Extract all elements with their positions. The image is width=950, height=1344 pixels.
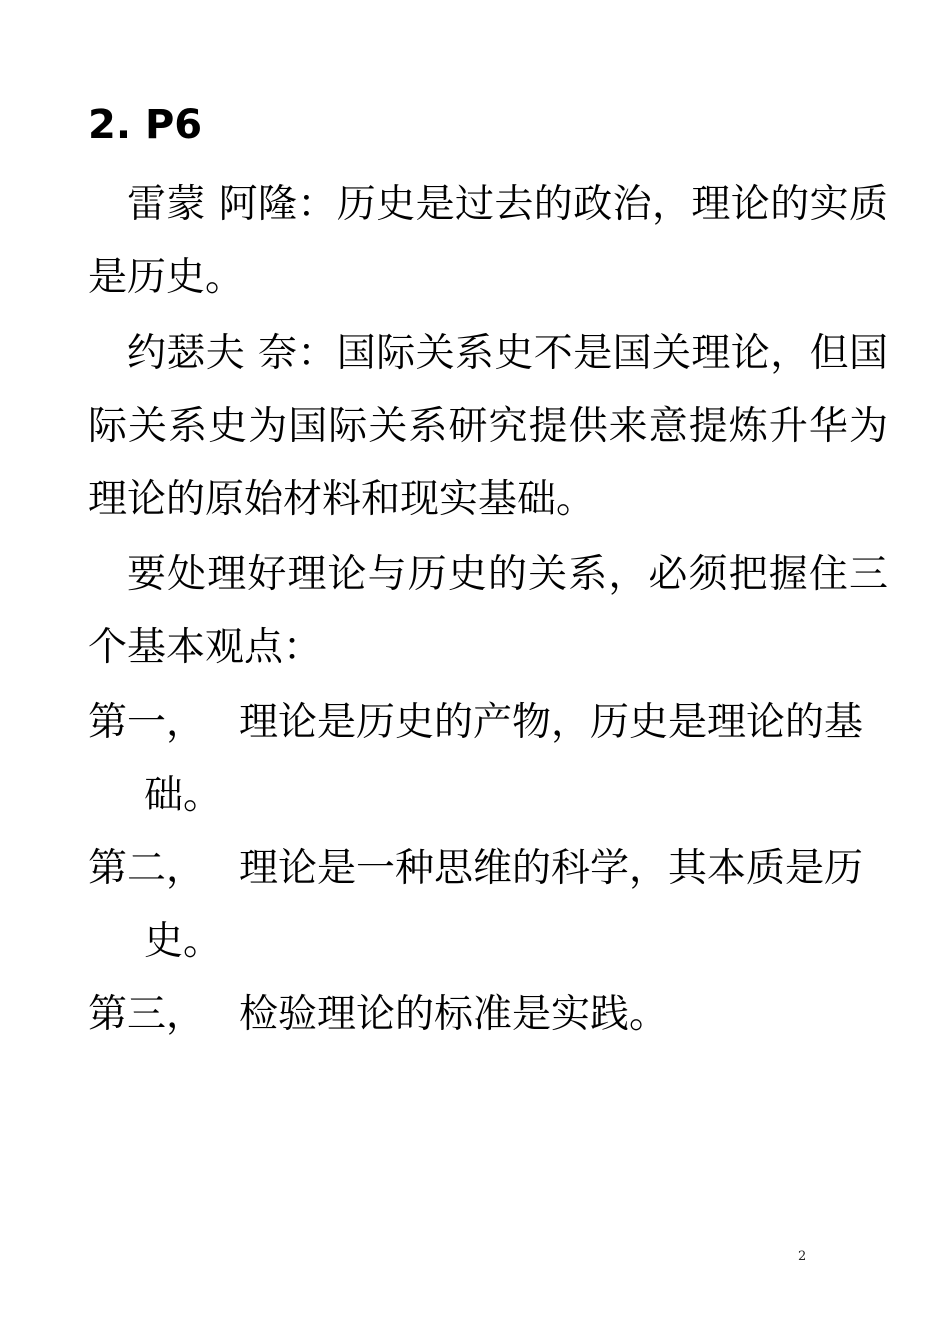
point-item-second — [88, 832, 888, 978]
paragraph-joseph-nye: 约瑟夫 奈：国际关系史不是国关理论，但国际关系史为国际关系研究提供来意提炼升华为理论的原始材料和现实基础。 — [88, 331, 888, 522]
point-text: 检验理论的标准是实践。 — [239, 992, 669, 1037]
point-marker: 第二， — [88, 846, 206, 891]
page-number: 2 — [798, 1249, 807, 1264]
point-marker: 第三， — [88, 992, 206, 1037]
point-text: 理论是历史的产物，历史是理论的基础。 — [144, 700, 864, 818]
point-text: 理论是一种思维的科学，其本质是历史。 — [144, 846, 864, 964]
paragraph-raymond-aron: 雷蒙 阿隆：历史是过去的政治，理论的实质是历史。 — [88, 182, 888, 300]
point-item-first — [88, 686, 888, 832]
point-marker: 第一， — [88, 700, 206, 745]
section-heading: 2. P6 — [88, 102, 203, 148]
point-item-third — [88, 978, 888, 1051]
paragraph-three-viewpoints-intro: 要处理好理论与历史的关系，必须把握住三个基本观点： — [88, 552, 888, 670]
